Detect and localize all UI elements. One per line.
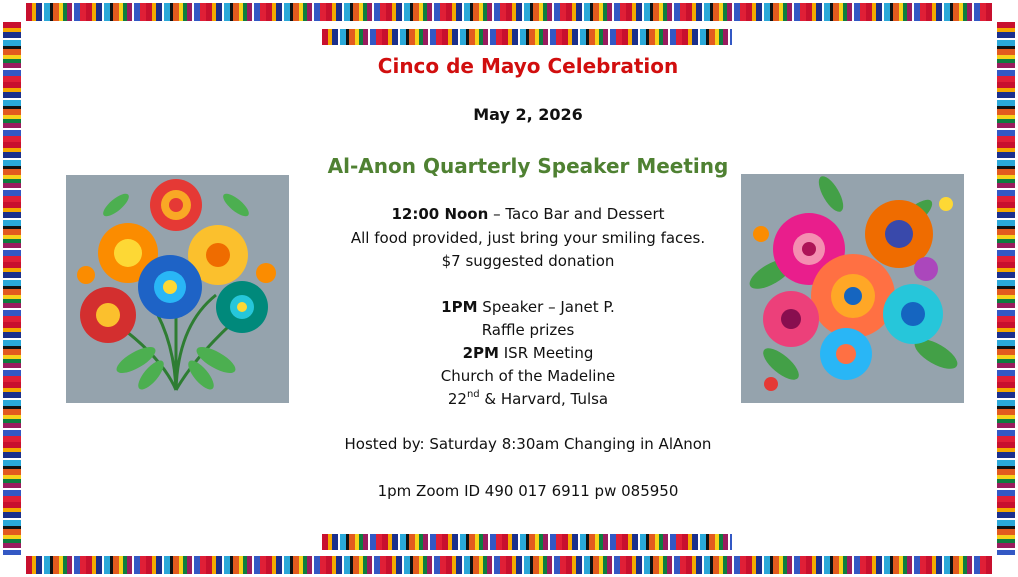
isr-description: ISR Meeting (498, 344, 594, 362)
serape-border-left (3, 22, 21, 555)
serape-border-top (26, 3, 992, 21)
food-note: All food provided, just bring your smiling faces. (350, 229, 706, 247)
lunch-line (280, 204, 776, 224)
serape-border-right (997, 22, 1015, 555)
isr-time: 2PM (462, 344, 499, 362)
lunch-time: 12:00 Noon (391, 205, 489, 223)
street-rest: & Harvard, Tulsa (479, 390, 609, 408)
speaker-line (280, 297, 776, 317)
speaker-time: 1PM (441, 298, 478, 316)
event-date: May 2, 2026 (473, 105, 583, 124)
event-title: Cinco de Mayo Celebration (377, 54, 679, 78)
event-subtitle: Al-Anon Quarterly Speaker Meeting (327, 154, 729, 178)
street-number: 22 (447, 390, 467, 408)
serape-band-bottom (322, 534, 732, 550)
location-name: Church of the Madeline (440, 367, 616, 385)
serape-border-bottom (26, 556, 992, 574)
location-address (280, 389, 776, 409)
hosted-by: Hosted by: Saturday 8:30am Changing in AlAnon (344, 435, 712, 453)
lunch-description: – Taco Bar and Dessert (488, 205, 665, 223)
street-suffix: nd (466, 389, 480, 400)
donation-note: $7 suggested donation (441, 252, 615, 270)
raffle-note: Raffle prizes (481, 321, 575, 339)
zoom-info: 1pm Zoom ID 490 017 6911 pw 085950 (377, 482, 679, 500)
isr-line (280, 343, 776, 363)
flower-bouquet-image-left (66, 175, 289, 403)
speaker-description: Speaker – Janet P. (477, 298, 615, 316)
flower-bouquet-icon (66, 175, 289, 403)
serape-band-top (322, 29, 732, 45)
